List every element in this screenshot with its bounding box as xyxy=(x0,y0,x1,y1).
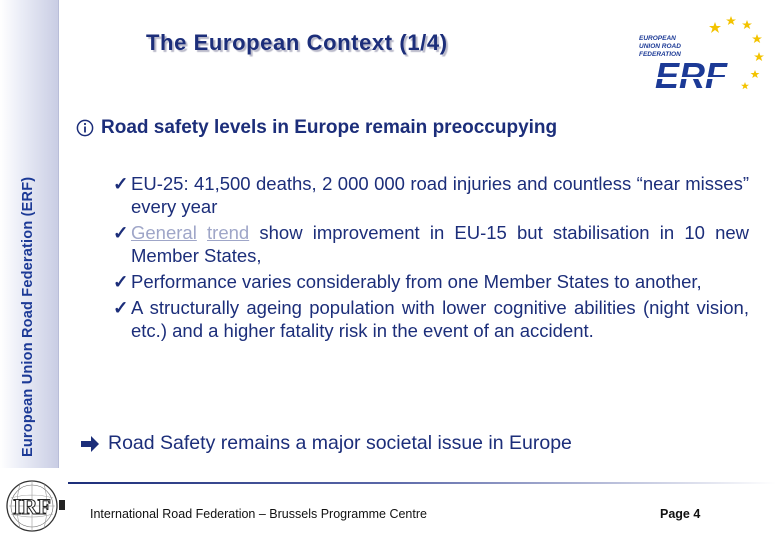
svg-text:EUROPEAN: EUROPEAN xyxy=(639,35,676,42)
checkmark-icon: ✓ xyxy=(113,297,129,318)
bullet-text: A structurally ageing population with lower cognitive abilities (night vision, etc.) and a higher fatality risk in the event of an accident. xyxy=(131,297,749,341)
svg-text:UNION ROAD: UNION ROAD xyxy=(639,43,681,50)
checkmark-icon: ✓ xyxy=(113,222,129,243)
list-item xyxy=(113,270,749,293)
bullet-text: Performance varies considerably from one Member States to another, xyxy=(131,271,702,292)
headline-text: Road safety levels in Europe remain preoccupying xyxy=(101,117,558,138)
footer-divider xyxy=(68,482,776,484)
svg-text:ERF: ERF xyxy=(655,55,727,96)
page-number: Page 4 xyxy=(660,507,701,521)
sidebar-organization-name: European Union Road Federation (ERF) xyxy=(20,176,36,457)
checkmark-icon: ✓ xyxy=(113,173,129,194)
footer-organization: International Road Federation – Brussels Programme Centre xyxy=(90,507,427,521)
bullet-text: EU-25: 41,500 deaths, 2 000 000 road injuries and countless “near misses” every year xyxy=(131,173,749,217)
svg-text:IRF: IRF xyxy=(13,494,51,519)
conclusion xyxy=(80,432,572,455)
headline xyxy=(76,117,557,139)
page-title: The European Context (1/4) xyxy=(146,30,448,55)
svg-text:FEDERATION: FEDERATION xyxy=(639,51,681,58)
bullet-gray-word: trend xyxy=(207,222,250,243)
conclusion-text: Road Safety remains a major societal issue in Europe xyxy=(108,432,572,454)
bullet-list xyxy=(113,172,749,345)
bullet-text: show improvement in EU-15 but stabilisation in 10 new Member States, xyxy=(131,222,750,266)
erf-logo xyxy=(611,8,771,98)
sidebar-band xyxy=(0,0,59,468)
irf-logo xyxy=(4,478,66,534)
list-item xyxy=(113,296,749,342)
list-item xyxy=(113,221,749,267)
list-item xyxy=(113,172,749,218)
bullet-gray-word: General xyxy=(131,222,197,243)
info-icon xyxy=(76,119,94,137)
right-arrow-icon xyxy=(80,435,100,453)
checkmark-icon: ✓ xyxy=(113,271,129,292)
